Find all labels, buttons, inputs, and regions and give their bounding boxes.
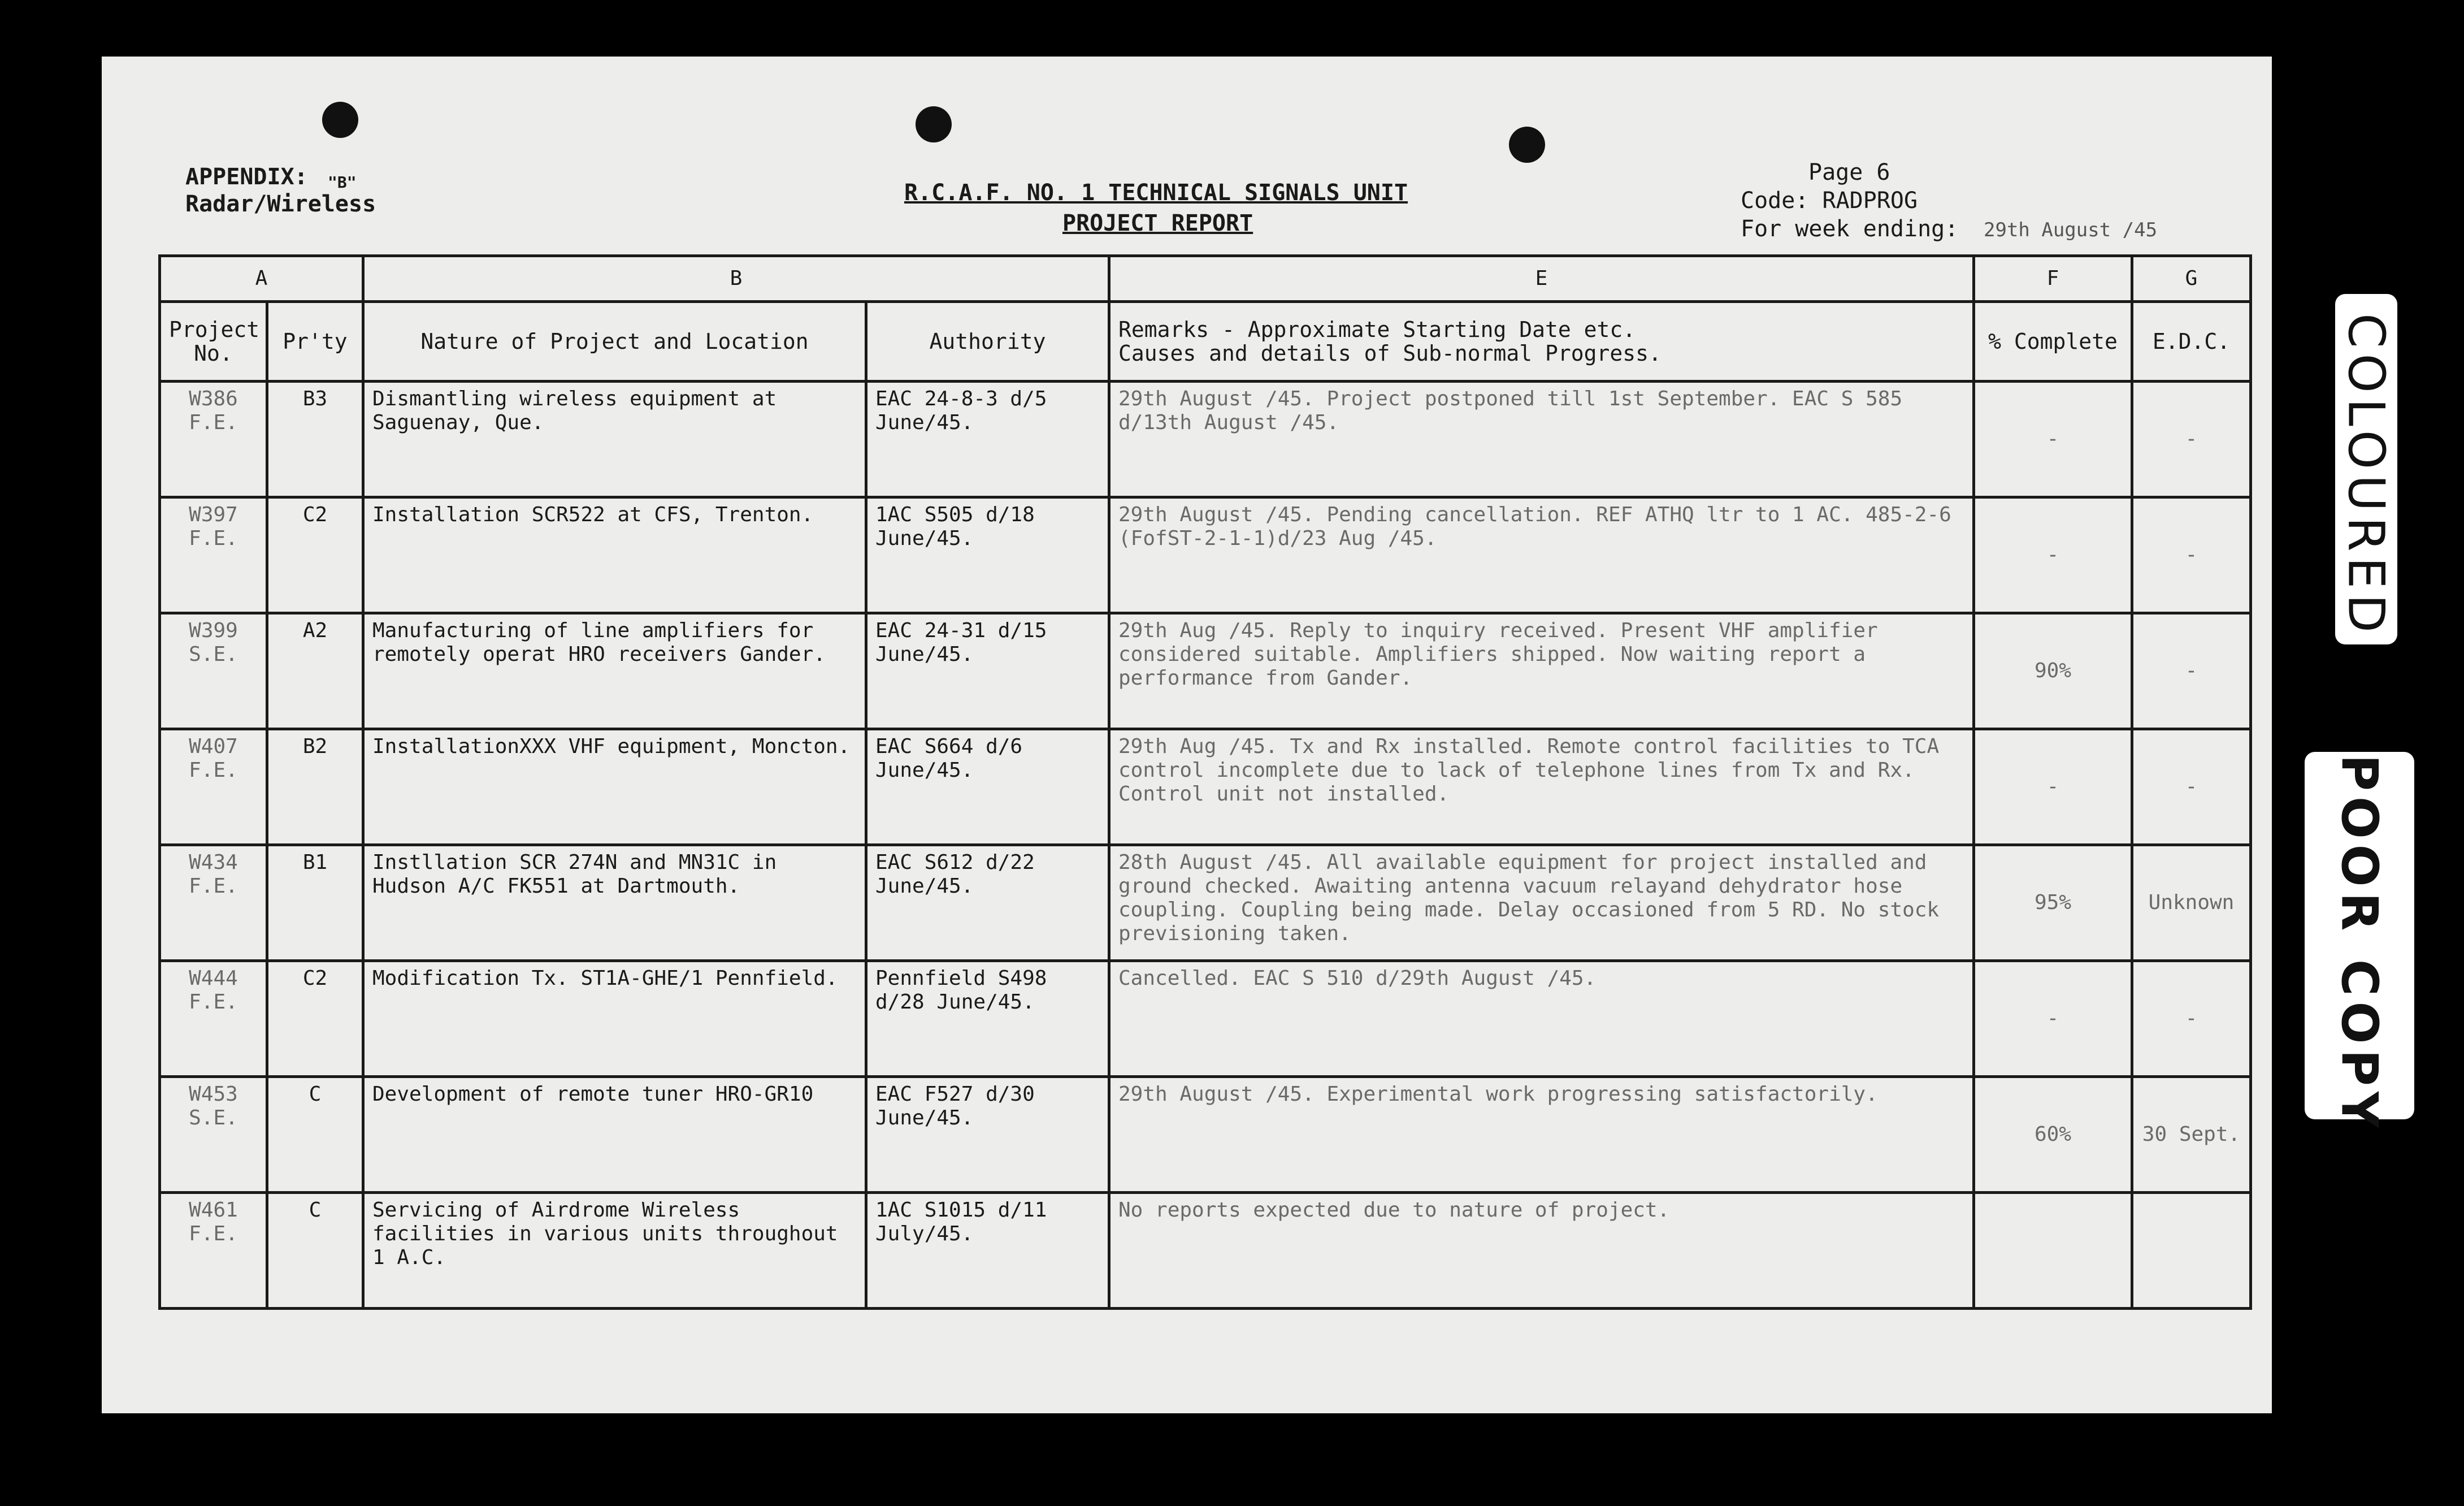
coloured-label: COLOURED (2337, 313, 2396, 638)
project-type: F.E. (189, 759, 238, 782)
project-number: W386 (189, 387, 238, 410)
priority-cell: B3 (267, 382, 363, 497)
authority-cell: EAC S664 d/6 June/45. (866, 729, 1109, 845)
authority-cell: EAC S612 d/22 June/45. (866, 845, 1109, 961)
remarks-cell: 28th August /45. All available equipment for project installed and ground checked. Awaiting antenna vacuum relayand dehydrator hose coupling. Coupling being made. Delay occasioned from 5 RD. No stock previsioning taken. (1109, 845, 1974, 961)
punch-hole (322, 102, 358, 138)
project-type: F.E. (189, 875, 238, 898)
report-subtitle: PROJECT REPORT (1062, 210, 1253, 236)
project-number: W453 (189, 1083, 238, 1106)
nature-cell: Servicing of Airdrome Wireless facilities in various units throughout 1 A.C. (363, 1193, 866, 1309)
authority-cell: EAC 24-8-3 d/5 June/45. (866, 382, 1109, 497)
header-authority: Authority (866, 302, 1109, 382)
complete-cell: 90% (1974, 613, 2132, 729)
edc-cell: - (2132, 729, 2251, 845)
column-group-row (160, 256, 2251, 302)
edc-cell: 30 Sept. (2132, 1077, 2251, 1193)
appendix-label: APPENDIX: (185, 164, 308, 190)
remarks-cell: 29th August /45. Project postponed till 1st September. EAC S 585 d/13th August /45. (1109, 382, 1974, 497)
project-number: W434 (189, 851, 238, 874)
remarks-cell: 29th Aug /45. Tx and Rx installed. Remote control facilities to TCA control incomplete due to lack of telephone lines from Tx and Rx. Control unit not installed. (1109, 729, 1974, 845)
header-nature: Nature of Project and Location (363, 302, 866, 382)
header-priority: Pr'ty (267, 302, 363, 382)
table-row (160, 1077, 2251, 1193)
group-f: F (1974, 256, 2132, 302)
project-cell (160, 961, 267, 1077)
project-cell (160, 497, 267, 613)
nature-cell: Dismantling wireless equipment at Saguenay, Que. (363, 382, 866, 497)
priority-cell: C2 (267, 961, 363, 1077)
project-report-table (158, 254, 2252, 1310)
group-a: A (160, 256, 363, 302)
remarks-cell: No reports expected due to nature of project. (1109, 1193, 1974, 1309)
punch-hole (916, 106, 952, 142)
table-row (160, 961, 2251, 1077)
project-number: W461 (189, 1198, 238, 1222)
nature-cell: Modification Tx. ST1A-GHE/1 Pennfield. (363, 961, 866, 1077)
authority-cell: Pennfield S498 d/28 June/45. (866, 961, 1109, 1077)
priority-cell: B2 (267, 729, 363, 845)
authority-cell: 1AC S505 d/18 June/45. (866, 497, 1109, 613)
appendix-subject: Radar/Wireless (185, 191, 376, 217)
project-cell (160, 729, 267, 845)
edc-cell: - (2132, 497, 2251, 613)
week-ending-label: For week ending: (1741, 216, 1959, 242)
complete-cell: - (1974, 729, 2132, 845)
authority-cell: EAC 24-31 d/15 June/45. (866, 613, 1109, 729)
priority-cell: C (267, 1077, 363, 1193)
nature-cell: Instllation SCR 274N and MN31C in Hudson A/C FK551 at Dartmouth. (363, 845, 866, 961)
project-cell (160, 1077, 267, 1193)
table-row (160, 497, 2251, 613)
nature-cell: InstallationXXX VHF equipment, Moncton. (363, 729, 866, 845)
edc-cell: - (2132, 382, 2251, 497)
authority-cell: EAC F527 d/30 June/45. (866, 1077, 1109, 1193)
priority-cell: C (267, 1193, 363, 1309)
punch-hole (1509, 127, 1545, 163)
table-row (160, 1193, 2251, 1309)
coloured-tab (2335, 294, 2397, 644)
project-type: F.E. (189, 1222, 238, 1245)
table-row (160, 382, 2251, 497)
project-number: W397 (189, 503, 238, 526)
project-type: S.E. (189, 643, 238, 666)
complete-cell: - (1974, 382, 2132, 497)
nature-cell: Installation SCR522 at CFS, Trenton. (363, 497, 866, 613)
remarks-cell: Cancelled. EAC S 510 d/29th August /45. (1109, 961, 1974, 1077)
project-cell (160, 1193, 267, 1309)
nature-cell: Manufacturing of line amplifiers for remotely operat HRO receivers Gander. (363, 613, 866, 729)
project-type: F.E. (189, 411, 238, 434)
edc-cell: Unknown (2132, 845, 2251, 961)
project-number: W407 (189, 735, 238, 758)
appendix-mark: "B" (328, 173, 357, 192)
group-g: G (2132, 256, 2251, 302)
complete-cell: - (1974, 497, 2132, 613)
authority-cell: 1AC S1015 d/11 July/45. (866, 1193, 1109, 1309)
header-remarks-line2: Causes and details of Sub-normal Progress. (1118, 341, 1662, 366)
project-number: W399 (189, 619, 238, 642)
poor-copy-label: POOR COPY (2330, 754, 2389, 1133)
project-type: S.E. (189, 1106, 238, 1130)
project-number: W444 (189, 967, 238, 990)
edc-cell: - (2132, 613, 2251, 729)
group-b: B (363, 256, 1109, 302)
edc-cell: - (2132, 961, 2251, 1077)
complete-cell (1974, 1193, 2132, 1309)
priority-cell: C2 (267, 497, 363, 613)
complete-cell: 95% (1974, 845, 2132, 961)
group-e: E (1109, 256, 1974, 302)
nature-cell: Development of remote tuner HRO-GR10 (363, 1077, 866, 1193)
table-row (160, 613, 2251, 729)
edc-cell (2132, 1193, 2251, 1309)
project-cell (160, 613, 267, 729)
complete-cell: - (1974, 961, 2132, 1077)
week-ending-value: 29th August /45 (1984, 219, 2158, 241)
priority-cell: A2 (267, 613, 363, 729)
header-remarks-line1: Remarks - Approximate Starting Date etc. (1118, 317, 1636, 342)
remarks-cell: 29th August /45. Experimental work progressing satisfactorily. (1109, 1077, 1974, 1193)
project-type: F.E. (189, 527, 238, 550)
header-edc: E.D.C. (2132, 302, 2251, 382)
header-complete: % Complete (1974, 302, 2132, 382)
report-code: Code: RADPROG (1741, 188, 1918, 214)
table-row (160, 845, 2251, 961)
remarks-cell: 29th August /45. Pending cancellation. REF ATHQ ltr to 1 AC. 485-2-6 (FofST-2-1-1)d/23 Aug /45. (1109, 497, 1974, 613)
project-cell (160, 382, 267, 497)
poor-copy-tab (2305, 752, 2414, 1133)
header-project-no: Project No. (160, 302, 267, 382)
header-remarks (1109, 302, 1974, 382)
project-cell (160, 845, 267, 961)
report-title: R.C.A.F. NO. 1 TECHNICAL SIGNALS UNIT (904, 180, 1408, 206)
table-row (160, 729, 2251, 845)
priority-cell: B1 (267, 845, 363, 961)
complete-cell: 60% (1974, 1077, 2132, 1193)
page-number: Page 6 (1808, 159, 1890, 185)
remarks-cell: 29th Aug /45. Reply to inquiry received. Present VHF amplifier considered suitable. Amplifiers shipped. Now waiting report a performance from Gander. (1109, 613, 1974, 729)
column-header-row (160, 302, 2251, 382)
project-type: F.E. (189, 990, 238, 1014)
